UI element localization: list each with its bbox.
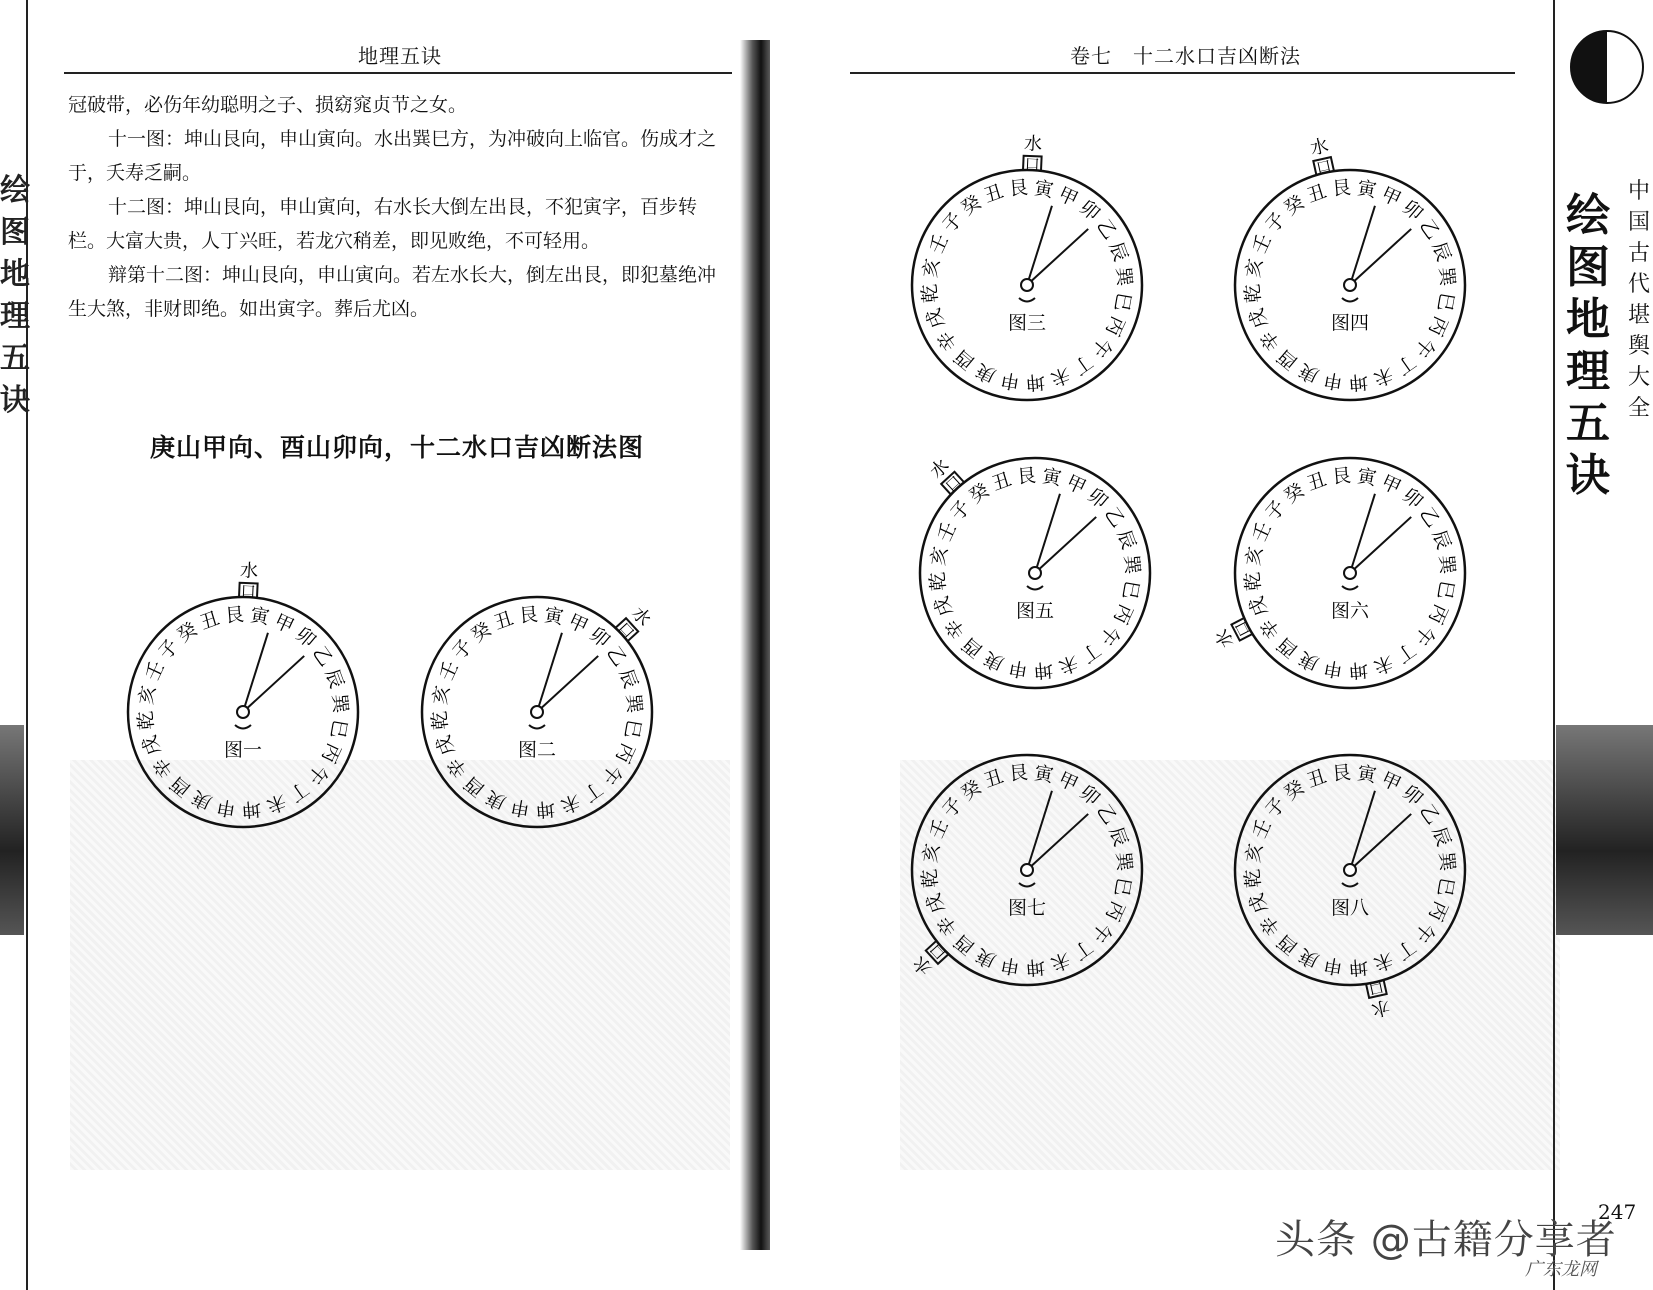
- compass-center: [1344, 567, 1356, 579]
- compass-glyph: 戌: [1245, 305, 1273, 331]
- compass-glyph: 丙: [1100, 897, 1129, 925]
- compass-glyph: 午: [1409, 620, 1439, 650]
- compass-glyph: 乾: [926, 571, 951, 592]
- compass-glyph: 子: [154, 635, 184, 665]
- compass-glyph: 卯: [1074, 781, 1104, 811]
- compass-glyph: 丁: [1068, 934, 1097, 964]
- compass-glyph: 壬: [1248, 815, 1277, 843]
- compass-glyph: 戌: [432, 732, 460, 758]
- compass-glyph: 乙: [1414, 503, 1444, 532]
- compass-glyph: 寅: [1032, 761, 1056, 787]
- compass-glyph: 亥: [134, 683, 160, 707]
- compass-glyph: 未: [1047, 362, 1073, 390]
- compass-glyph: 艮: [1331, 176, 1352, 201]
- compass-glyph: 乾: [1241, 571, 1266, 592]
- compass-glyph: 辰: [614, 666, 642, 692]
- compass-glyph: 午: [1409, 917, 1439, 947]
- compass-glyph: 亥: [918, 256, 944, 280]
- compass-diagram-4: [1235, 135, 1465, 400]
- compass-glyph: 巽: [1434, 266, 1459, 287]
- compass-arc: [1342, 883, 1358, 887]
- compass-glyph: 丑: [197, 607, 223, 635]
- compass-glyph: 艮: [224, 603, 245, 628]
- compass-glyph: 戌: [930, 593, 958, 619]
- compass-glyph: 辛: [443, 753, 473, 782]
- compass-glyph: 戌: [1245, 593, 1273, 619]
- compass-glyph: 亥: [1241, 544, 1267, 568]
- compass-center: [1029, 567, 1041, 579]
- water-outlet: [239, 560, 259, 600]
- compass-glyph: 丁: [1068, 349, 1097, 379]
- compass-glyph: 午: [1409, 332, 1439, 362]
- compass-glyph: 寅: [1040, 464, 1064, 490]
- compass-glyph: 巳: [1118, 578, 1144, 602]
- compass-glyph: 寅: [1032, 176, 1056, 202]
- compass-glyph: 亥: [918, 841, 944, 865]
- compass-glyph: 巽: [1434, 554, 1459, 575]
- compass-glyph: 甲: [1377, 471, 1405, 500]
- compass-glyph: 庚: [1295, 646, 1323, 675]
- compass-glyph: 庚: [980, 646, 1008, 675]
- water-outlet: [613, 603, 654, 643]
- compass-glyph: 丑: [981, 765, 1007, 793]
- compass-glyph: 亥: [1241, 256, 1267, 280]
- compass-glyph: 癸: [1280, 191, 1309, 221]
- compass-glyph: 酉: [460, 771, 490, 801]
- compass-glyph: 巽: [1119, 554, 1144, 575]
- compass-glyph: 丁: [1391, 349, 1420, 379]
- compass-glyph: 辛: [1256, 326, 1286, 355]
- water-glyph: 水: [1308, 135, 1331, 160]
- compass-glyph: 寅: [542, 603, 566, 629]
- compass-glyph: 壬: [141, 657, 170, 685]
- compass-glyph: 卯: [1397, 484, 1427, 514]
- mouth-glyph: 口: [926, 940, 950, 964]
- compass-glyph: 乾: [1241, 868, 1266, 889]
- water-outlet: [1023, 133, 1043, 173]
- mouth-glyph: 口: [941, 472, 965, 496]
- compass-glyph: 酉: [950, 929, 980, 959]
- compass-glyph: 卯: [584, 623, 614, 653]
- water-glyph: 水: [627, 603, 655, 631]
- compass-glyph: 艮: [1331, 761, 1352, 786]
- compass-glyph: 甲: [1054, 183, 1082, 212]
- compass-diagram-1: [128, 560, 358, 827]
- compass-glyph: 酉: [1273, 632, 1303, 662]
- compass-glyph: 乙: [601, 642, 631, 671]
- left-margin-title: 绘 图 地 理 五 诀: [0, 173, 30, 418]
- compass-glyph: 巽: [621, 693, 646, 714]
- compass-glyph: 申: [1321, 953, 1345, 979]
- compass-glyph: 未: [1370, 362, 1396, 390]
- compass-arc: [1342, 586, 1358, 590]
- compass-glyph: 卯: [290, 623, 320, 653]
- compass-glyph: 子: [946, 496, 976, 526]
- diagram-label: 图四: [1330, 312, 1370, 334]
- compass-glyph: 乾: [134, 710, 159, 731]
- compass-glyph: 壬: [925, 815, 954, 843]
- compass-glyph: 未: [1370, 650, 1396, 678]
- compass-glyph: 寅: [1355, 176, 1379, 202]
- diagram-label: 图五: [1015, 600, 1055, 622]
- mouth-glyph: 口: [1024, 154, 1041, 174]
- compass-glyph: 申: [1006, 656, 1030, 682]
- compass-glyph: 庚: [188, 785, 216, 814]
- compass-glyph: 坤: [1348, 657, 1369, 682]
- mouth-glyph: 口: [1314, 156, 1334, 178]
- compass-glyph: 丑: [1304, 180, 1330, 208]
- compass-glyph: 甲: [1377, 183, 1405, 212]
- compass-glyph: 申: [1321, 368, 1345, 394]
- compass-glyph: 卯: [1397, 196, 1427, 226]
- compass-glyph: 壬: [933, 518, 962, 546]
- compass-glyph: 辛: [933, 326, 963, 355]
- paragraph-4: 辩第十二图：坤山艮向，申山寅向。若左水长大，倒左出艮，即犯墓绝冲生大煞，非财即绝。如出寅字。葬后尤凶。: [68, 264, 717, 320]
- compass-glyph: 乙: [1414, 215, 1444, 244]
- mouth-glyph: 口: [614, 618, 638, 642]
- compass-center: [237, 706, 249, 718]
- compass-glyph: 辰: [320, 666, 348, 692]
- compass-glyph: 申: [214, 795, 238, 821]
- compass-glyph: 午: [596, 759, 626, 789]
- compass-glyph: 癸: [173, 618, 202, 648]
- compass-glyph: 子: [938, 208, 968, 238]
- compass-glyph: 酉: [950, 344, 980, 374]
- water-glyph: 水: [239, 560, 259, 583]
- diagram-label: 图六: [1330, 600, 1370, 622]
- watermark-text: 头条 @古籍分享者: [1275, 1217, 1617, 1263]
- compass-arc: [1019, 298, 1035, 302]
- compass-glyph: 甲: [1054, 768, 1082, 797]
- compass-glyph: 子: [938, 793, 968, 823]
- compass-glyph: 丙: [1108, 600, 1137, 628]
- compass-diagram-3: [912, 133, 1142, 400]
- compass-glyph: 癸: [965, 479, 994, 509]
- compass-glyph: 子: [1261, 208, 1291, 238]
- water-glyph: 水: [1369, 995, 1392, 1020]
- water-outlet: [909, 939, 950, 979]
- compass-glyph: 坤: [241, 796, 262, 821]
- compass-glyph: 壬: [1248, 230, 1277, 258]
- compass-glyph: 巽: [1111, 266, 1136, 287]
- diagram-label: 图一: [223, 739, 263, 761]
- compass-glyph: 午: [1086, 332, 1116, 362]
- compass-center: [1344, 279, 1356, 291]
- compass-glyph: 辰: [1427, 824, 1455, 850]
- compass-glyph: 卯: [1082, 484, 1112, 514]
- compass-glyph: 午: [302, 759, 332, 789]
- compass-glyph: 辰: [1427, 527, 1455, 553]
- vertical-series-title: 中 国 古 代 堪 舆 大 全: [1627, 179, 1650, 421]
- compass-glyph: 丙: [1423, 600, 1452, 628]
- compass-glyph: 甲: [564, 610, 592, 639]
- compass-glyph: 戌: [1245, 890, 1273, 916]
- compass-glyph: 丙: [610, 739, 639, 767]
- compass-glyph: 申: [1321, 656, 1345, 682]
- compass-center: [1021, 864, 1033, 876]
- diagram-label: 图二: [517, 739, 557, 761]
- compass-glyph: 壬: [1248, 518, 1277, 546]
- paragraph-2: 十一图：坤山艮向，申山寅向。水出巽巳方，为冲破向上临官。伤成才之于，夭寿乏嗣。: [68, 128, 717, 184]
- mouth-glyph: 口: [240, 581, 257, 601]
- compass-glyph: 巽: [327, 693, 352, 714]
- compass-arc: [235, 725, 251, 729]
- compass-glyph: 申: [998, 953, 1022, 979]
- compass-glyph: 甲: [1377, 768, 1405, 797]
- compass-glyph: 乙: [1091, 215, 1121, 244]
- compass-glyph: 巳: [1433, 875, 1459, 899]
- compass-center: [531, 706, 543, 718]
- compass-glyph: 丁: [1391, 637, 1420, 667]
- compass-glyph: 亥: [428, 683, 454, 707]
- compass-center: [1344, 864, 1356, 876]
- compass-glyph: 坤: [1025, 369, 1046, 394]
- water-glyph: 水: [1023, 133, 1043, 156]
- compass-glyph: 癸: [957, 191, 986, 221]
- compass-glyph: 未: [1047, 947, 1073, 975]
- compass-glyph: 寅: [1355, 464, 1379, 490]
- section-title: 庚山甲向、酉山卯向，十二水口吉凶断法图: [150, 433, 645, 462]
- compass-glyph: 艮: [1331, 464, 1352, 489]
- water-outlet: [1365, 977, 1391, 1019]
- compass-glyph: 戌: [922, 890, 950, 916]
- water-outlet: [926, 455, 966, 496]
- left-header: 地理五诀: [358, 44, 442, 68]
- compass-glyph: 辰: [1112, 527, 1140, 553]
- compass-glyph: 辰: [1427, 239, 1455, 265]
- compass-diagram-5: [920, 455, 1150, 688]
- mouth-glyph: 口: [1366, 977, 1386, 999]
- compass-glyph: 艮: [518, 603, 539, 628]
- compass-glyph: 巳: [620, 717, 646, 741]
- compass-glyph: 庚: [972, 358, 1000, 387]
- compass-glyph: 卯: [1397, 781, 1427, 811]
- watermark-sub: 广东龙网: [1525, 1259, 1597, 1280]
- compass-glyph: 艮: [1008, 761, 1029, 786]
- compass-arc: [1342, 298, 1358, 302]
- compass-glyph: 癸: [467, 618, 496, 648]
- compass-glyph: 寅: [248, 603, 272, 629]
- water-outlet: [1308, 135, 1334, 177]
- water-glyph: 水: [926, 455, 954, 483]
- compass-glyph: 丑: [1304, 765, 1330, 793]
- compass-glyph: 午: [1094, 620, 1124, 650]
- water-outlet: [1211, 617, 1254, 651]
- compass-arc: [1019, 883, 1035, 887]
- compass-glyph: 丁: [1076, 637, 1105, 667]
- compass-glyph: 庚: [482, 785, 510, 814]
- diagram-label: 图七: [1007, 897, 1047, 919]
- compass-glyph: 戌: [922, 305, 950, 331]
- compass-glyph: 酉: [958, 632, 988, 662]
- compass-glyph: 辛: [933, 911, 963, 940]
- compass-glyph: 寅: [1355, 761, 1379, 787]
- compass-glyph: 辛: [149, 753, 179, 782]
- compass-glyph: 亥: [926, 544, 952, 568]
- compass-diagram-6: [1211, 458, 1465, 688]
- compass-glyph: 坤: [535, 796, 556, 821]
- compass-glyph: 丙: [1423, 312, 1452, 340]
- compass-glyph: 癸: [1280, 776, 1309, 806]
- compass-glyph: 乙: [1099, 503, 1129, 532]
- compass-glyph: 巳: [1110, 875, 1136, 899]
- compass-glyph: 丁: [284, 776, 313, 806]
- compass-glyph: 巽: [1111, 851, 1136, 872]
- diagram-label: 图八: [1330, 897, 1370, 919]
- compass-glyph: 坤: [1033, 657, 1054, 682]
- compass-glyph: 坤: [1348, 954, 1369, 979]
- compass-glyph: 丁: [578, 776, 607, 806]
- compass-glyph: 申: [998, 368, 1022, 394]
- diagram-label: 图三: [1007, 312, 1047, 334]
- compass-glyph: 丙: [1100, 312, 1129, 340]
- compass-glyph: 戌: [138, 732, 166, 758]
- compass-arc: [529, 725, 545, 729]
- compass-glyph: 未: [263, 789, 289, 817]
- compass-glyph: 巳: [1110, 290, 1136, 314]
- compass-diagram-2: [422, 597, 655, 827]
- water-glyph: 水: [1211, 625, 1239, 651]
- compass-glyph: 庚: [1295, 943, 1323, 972]
- mouth-glyph: 口: [1231, 618, 1255, 640]
- compass-glyph: 癸: [1280, 479, 1309, 509]
- compass-glyph: 乾: [1241, 283, 1266, 304]
- compass-glyph: 壬: [925, 230, 954, 258]
- compass-glyph: 辛: [1256, 911, 1286, 940]
- compass-glyph: 坤: [1348, 369, 1369, 394]
- compass-glyph: 甲: [1062, 471, 1090, 500]
- compass-glyph: 乙: [1414, 800, 1444, 829]
- compass-glyph: 辰: [1104, 824, 1132, 850]
- compass-glyph: 丑: [989, 468, 1015, 496]
- compass-glyph: 未: [1370, 947, 1396, 975]
- compass-arc: [1027, 586, 1043, 590]
- compass-glyph: 坤: [1025, 954, 1046, 979]
- compass-glyph: 未: [1055, 650, 1081, 678]
- compass-glyph: 子: [1261, 496, 1291, 526]
- compass-glyph: 卯: [1074, 196, 1104, 226]
- water-glyph: 水: [909, 951, 937, 979]
- compass-glyph: 巽: [1434, 851, 1459, 872]
- compass-glyph: 辰: [1104, 239, 1132, 265]
- compass-glyph: 辛: [1256, 614, 1286, 643]
- compass-center: [1021, 279, 1033, 291]
- compass-glyph: 庚: [972, 943, 1000, 972]
- compass-diagram-7: [909, 755, 1142, 985]
- compass-glyph: 申: [508, 795, 532, 821]
- paragraph-3: 十二图：坤山艮向，申山寅向，右水长大倒左出艮，不犯寅字，百步转栏。大富大贵，人丁兴旺，若龙穴稍差，即见败绝，不可轻用。: [68, 196, 698, 252]
- compass-glyph: 艮: [1016, 464, 1037, 489]
- compass-glyph: 壬: [435, 657, 464, 685]
- compass-glyph: 巳: [326, 717, 352, 741]
- right-header: 卷七 十二水口吉凶断法: [1070, 44, 1301, 68]
- compass-glyph: 丙: [1423, 897, 1452, 925]
- paragraph-1: 冠破带，必伤年幼聪明之子、损窈窕贞节之女。: [68, 94, 468, 116]
- compass-glyph: 辛: [941, 614, 971, 643]
- compass-glyph: 丑: [981, 180, 1007, 208]
- compass-glyph: 乙: [307, 642, 337, 671]
- compass-glyph: 巳: [1433, 290, 1459, 314]
- compass-glyph: 丑: [491, 607, 517, 635]
- compass-glyph: 庚: [1295, 358, 1323, 387]
- compass-glyph: 乾: [918, 283, 943, 304]
- compass-glyph: 甲: [270, 610, 298, 639]
- compass-glyph: 亥: [1241, 841, 1267, 865]
- compass-glyph: 丑: [1304, 468, 1330, 496]
- compass-glyph: 乾: [918, 868, 943, 889]
- compass-glyph: 癸: [957, 776, 986, 806]
- compass-glyph: 未: [557, 789, 583, 817]
- compass-glyph: 酉: [166, 771, 196, 801]
- compass-glyph: 午: [1086, 917, 1116, 947]
- compass-glyph: 乾: [428, 710, 453, 731]
- compass-glyph: 艮: [1008, 176, 1029, 201]
- compass-glyph: 丁: [1391, 934, 1420, 964]
- compass-glyph: 子: [448, 635, 478, 665]
- compass-glyph: 酉: [1273, 929, 1303, 959]
- page-number: 247: [1598, 1200, 1637, 1224]
- compass-glyph: 酉: [1273, 344, 1303, 374]
- compass-glyph: 子: [1261, 793, 1291, 823]
- vertical-book-title: 绘 图 地 理 五 诀: [1566, 190, 1610, 501]
- compass-glyph: 丙: [316, 739, 345, 767]
- compass-diagram-8: [1235, 755, 1465, 1020]
- compass-glyph: 巳: [1433, 578, 1459, 602]
- compass-glyph: 乙: [1091, 800, 1121, 829]
